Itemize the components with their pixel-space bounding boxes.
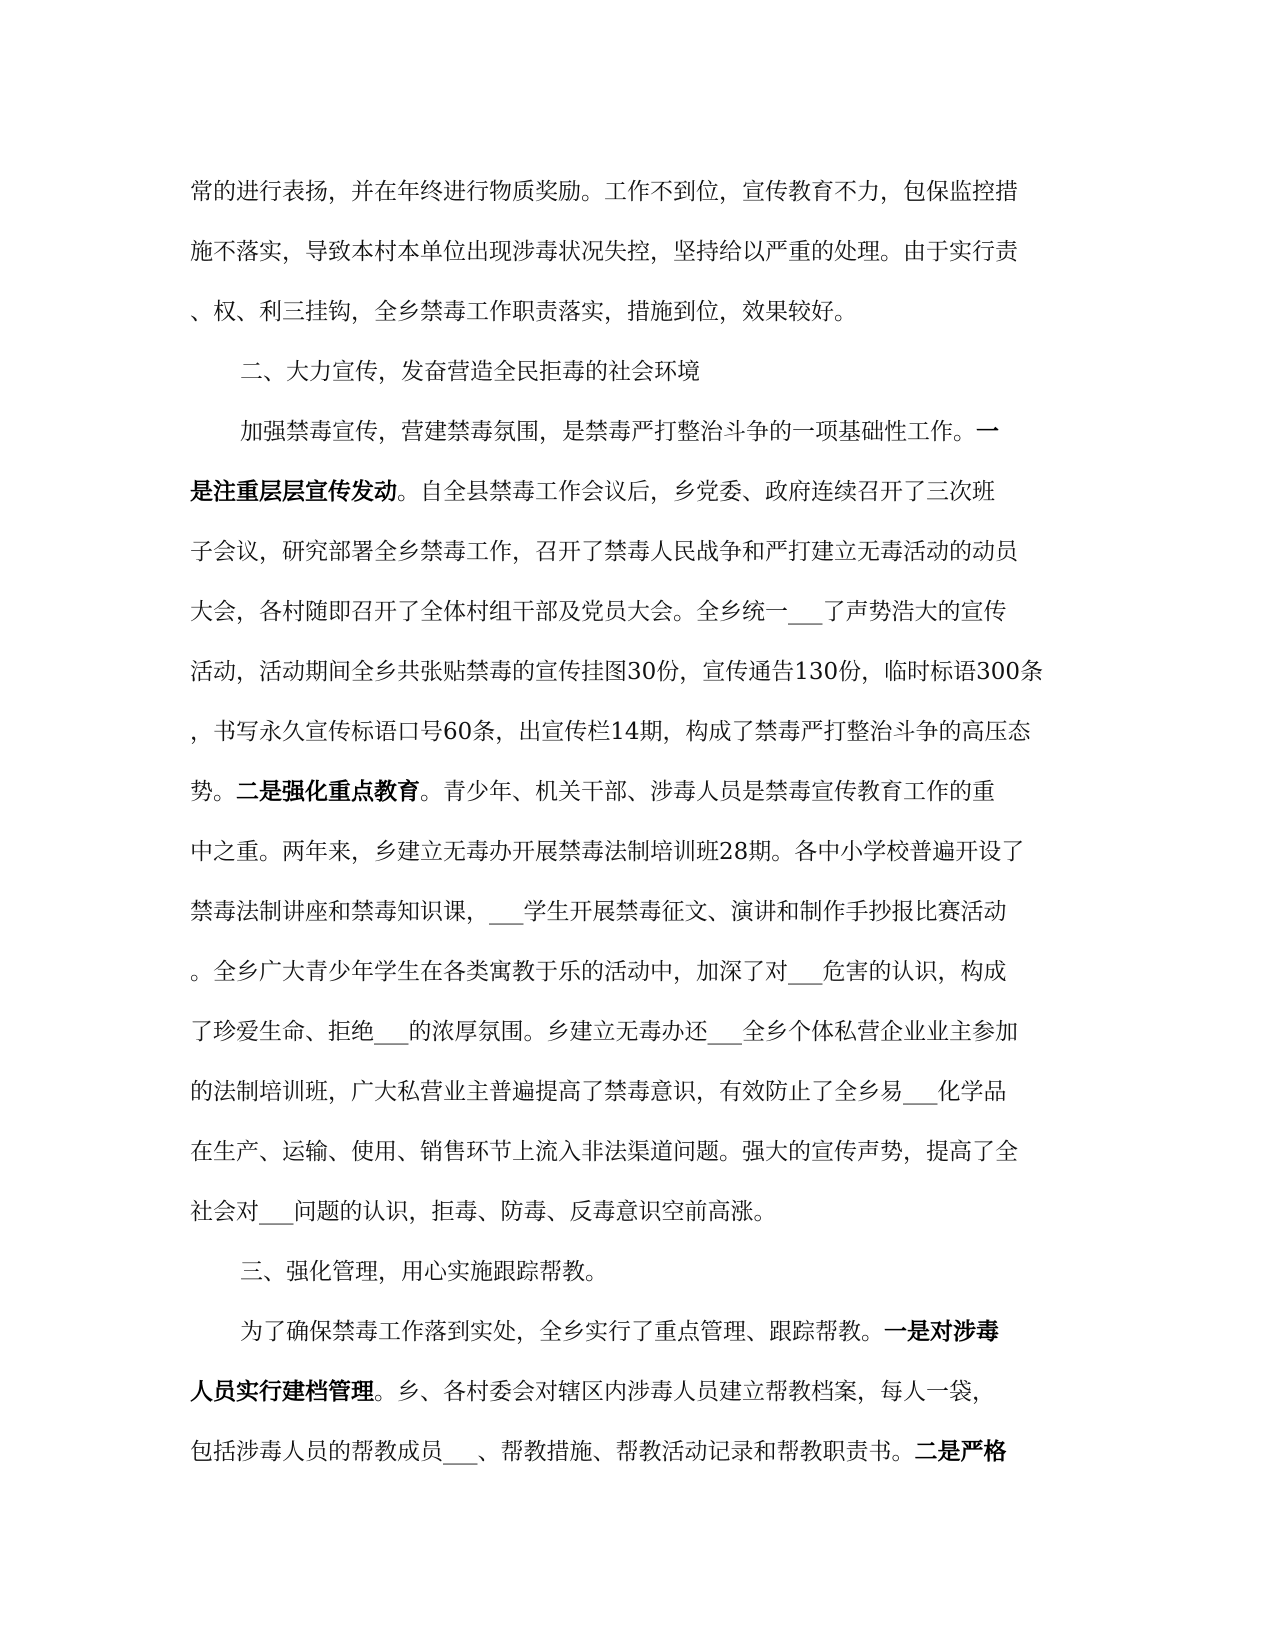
text-line [190, 942, 1090, 1002]
text-run: 二、大力宣传，发奋营造全民拒毒的社会环境 [240, 359, 700, 385]
text-run: 禁毒法制讲座和禁毒知识课，___学生开展禁毒征文、演讲和制作手抄报比赛活动 [190, 899, 1007, 925]
text-run: 三、强化管理，用心实施跟踪帮教。 [240, 1259, 608, 1285]
text-line [190, 822, 1090, 882]
paragraph-start-line [190, 342, 1090, 402]
text-line [190, 582, 1090, 642]
text-line [190, 642, 1090, 702]
text-run: 。自全县禁毒工作会议后，乡党委、政府连续召开了三次班 [397, 479, 995, 505]
text-run: 、权、利三挂钩，全乡禁毒工作职责落实，措施到位，效果较好。 [190, 299, 857, 325]
paragraph-start-line [190, 1302, 1090, 1362]
text-line [190, 1002, 1090, 1062]
paragraph-start-line [190, 402, 1090, 462]
text-line [190, 1422, 1090, 1482]
text-line [190, 462, 1090, 522]
text-line [190, 222, 1090, 282]
text-line [190, 522, 1090, 582]
text-run: 中之重。两年来，乡建立无毒办开展禁毒法制培训班28期。各中小学校普遍开设了 [190, 839, 1025, 865]
text-run: 为了确保禁毒工作落到实处，全乡实行了重点管理、跟踪帮教。 [240, 1319, 884, 1345]
body-text [190, 162, 1090, 1482]
bold-emphasis-text: 一 [976, 419, 999, 445]
text-line [190, 1122, 1090, 1182]
text-run: 。全乡广大青少年学生在各类寓教于乐的活动中，加深了对___危害的认识，构成 [190, 959, 1007, 985]
text-line [190, 162, 1090, 222]
bold-emphasis-text: 二是严格 [914, 1439, 1007, 1465]
text-run: 。青少年、机关干部、涉毒人员是禁毒宣传教育工作的重 [420, 779, 995, 805]
text-run: 子会议，研究部署全乡禁毒工作，召开了禁毒人民战争和严打建立无毒活动的动员 [190, 539, 1018, 565]
text-run: 社会对___问题的认识，拒毒、防毒、反毒意识空前高涨。 [190, 1199, 777, 1225]
text-line [190, 702, 1090, 762]
text-line [190, 882, 1090, 942]
text-run: 的法制培训班，广大私营业主普遍提高了禁毒意识，有效防止了全乡易___化学品 [190, 1079, 1007, 1105]
bold-emphasis-text: 一是对涉毒 [884, 1319, 999, 1345]
bold-emphasis-text: 人员实行建档管理 [190, 1379, 374, 1405]
bold-emphasis-text: 是注重层层宣传发动 [190, 479, 397, 505]
text-run: 包括涉毒人员的帮教成员___、帮教措施、帮教活动记录和帮教职责书。 [190, 1439, 915, 1465]
text-line [190, 762, 1090, 822]
text-line [190, 1062, 1090, 1122]
text-line [190, 282, 1090, 342]
text-run: 施不落实，导致本村本单位出现涉毒状况失控，坚持给以严重的处理。由于实行责 [190, 239, 1018, 265]
text-run: 常的进行表扬，并在年终进行物质奖励。工作不到位，宣传教育不力，包保监控措 [190, 179, 1018, 205]
text-run: 势。 [190, 779, 236, 805]
text-run: 在生产、运输、使用、销售环节上流入非法渠道问题。强大的宣传声势，提高了全 [190, 1139, 1018, 1165]
text-line [190, 1362, 1090, 1422]
paragraph-start-line [190, 1242, 1090, 1302]
text-run: 活动，活动期间全乡共张贴禁毒的宣传挂图30份，宣传通告130份，临时标语300条 [190, 659, 1044, 685]
text-run: 大会，各村随即召开了全体村组干部及党员大会。全乡统一___了声势浩大的宣传 [190, 599, 1007, 625]
text-line [190, 1182, 1090, 1242]
text-run: 了珍爱生命、拒绝___的浓厚氛围。乡建立无毒办还___全乡个体私营企业业主参加 [190, 1019, 1018, 1045]
bold-emphasis-text: 二是强化重点教育 [236, 779, 420, 805]
text-run: 加强禁毒宣传，营建禁毒氛围，是禁毒严打整治斗争的一项基础性工作。 [240, 419, 976, 445]
text-run: ，书写永久宣传标语口号60条，出宣传栏14期，构成了禁毒严打整治斗争的高压态 [190, 719, 1031, 745]
text-run: 。乡、各村委会对辖区内涉毒人员建立帮教档案，每人一袋， [374, 1379, 995, 1405]
